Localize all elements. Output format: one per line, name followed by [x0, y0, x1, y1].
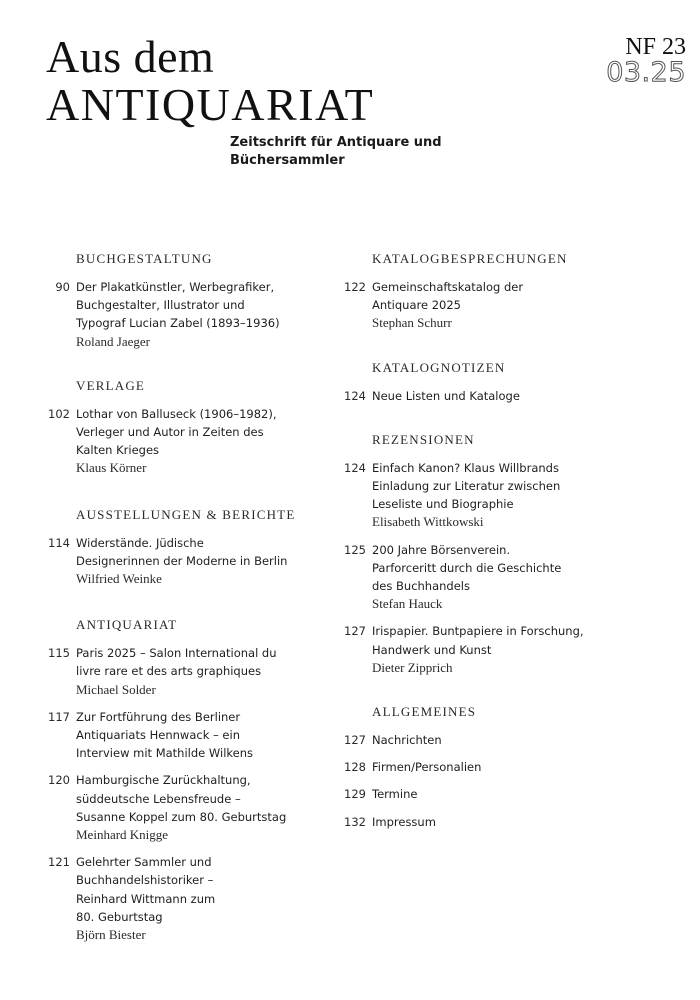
- contents-entry[interactable]: [326, 731, 616, 749]
- entry-page-number: 124: [344, 460, 366, 475]
- entry-author: Michael Solder: [76, 681, 156, 697]
- section-heading: BUCHGESTALTUNG: [76, 251, 213, 266]
- entry-title: Neue Listen und Kataloge: [372, 388, 520, 403]
- entry-title: Nachrichten: [372, 733, 442, 748]
- contents-section: [326, 250, 616, 333]
- entry-title: Einfach Kanon? Klaus Willbrands Einladung zur Literatur zwischen Leseliste und Biographie: [372, 460, 561, 512]
- section-heading: REZENSIONEN: [372, 431, 475, 447]
- contents-section: [326, 703, 616, 831]
- entry-author: Dieter Zipprich: [372, 659, 453, 675]
- entry-author: Wilfried Weinke: [76, 571, 162, 587]
- entry-title: Irispapier. Buntpapiere in Forschung, Handwerk und Kunst: [372, 624, 584, 657]
- contents-entry[interactable]: [326, 387, 616, 405]
- entry-page-number: 124: [344, 388, 366, 403]
- entry-author: Stephan Schurr: [372, 315, 452, 331]
- entry-title: Termine: [372, 787, 418, 802]
- masthead-title-line2: ANTIQUARIAT: [46, 79, 375, 130]
- entry-author: Stefan Hauck: [372, 596, 443, 612]
- contents-section: [30, 616, 330, 944]
- contents-entry[interactable]: [326, 758, 616, 776]
- entry-title: 200 Jahre Börsenverein. Parforceritt durch die Geschichte des Buchhandels: [372, 542, 562, 594]
- entry-page-number: 132: [344, 814, 366, 829]
- contents-entry[interactable]: [30, 405, 330, 478]
- contents-entry[interactable]: [326, 278, 616, 333]
- contents-entry[interactable]: [30, 278, 330, 351]
- contents-entry[interactable]: [326, 541, 616, 614]
- contents-entry[interactable]: [326, 813, 616, 831]
- entry-title: Hamburgische Zurückhaltung, süddeutsche Lebensfreude – Susanne Koppel zum 80. Geburtstag: [76, 773, 287, 824]
- entry-author: Klaus Körner: [76, 460, 147, 476]
- entry-page-number: 102: [48, 406, 70, 421]
- contents-section: [30, 506, 330, 589]
- entry-title: Widerstände. Jüdische Designerinnen der Moderne in Berlin: [76, 535, 288, 568]
- contents-entry[interactable]: [326, 459, 616, 532]
- entry-author: Meinhard Knigge: [76, 827, 169, 843]
- section-heading: ANTIQUARIAT: [76, 617, 178, 633]
- section-heading: VERLAGE: [76, 377, 146, 393]
- section-heading: ALLGEMEINES: [372, 704, 477, 720]
- entry-author: Roland Jaeger: [76, 333, 151, 349]
- contents-entry[interactable]: [30, 644, 330, 699]
- masthead-title-line1: Aus dem: [46, 31, 215, 82]
- entry-title: Zur Fortführung des Berliner Antiquariats Hennwack – ein Interview mit Mathilde Wilkens: [76, 709, 253, 761]
- entry-title: Impressum: [372, 814, 436, 829]
- entry-title: Gemeinschaftskatalog der Antiquare 2025: [372, 280, 524, 313]
- section-heading: KATALOGNOTIZEN: [372, 359, 506, 375]
- contents-section: [30, 377, 330, 478]
- entry-title: Gelehrter Sammler und Buchhandelshistoriker – Reinhard Wittmann zum 80. Geburtstag: [76, 855, 216, 924]
- contents-section: [30, 250, 330, 351]
- issue-series: NF 23: [625, 34, 686, 60]
- entry-page-number: 120: [48, 773, 70, 788]
- contents-entry[interactable]: [30, 534, 330, 589]
- entry-page-number: 117: [48, 709, 70, 724]
- entry-page-number: 115: [48, 646, 70, 661]
- masthead-subtitle: Zeitschrift für Antiquare und Büchersammler: [230, 135, 442, 168]
- entry-page-number: 121: [48, 855, 70, 870]
- entry-title: Paris 2025 – Salon International du livre rare et des arts graphiques: [76, 646, 277, 679]
- section-heading: AUSSTELLUNGEN & BERICHTE: [76, 506, 296, 522]
- entry-page-number: 90: [55, 280, 70, 294]
- entry-page-number: 125: [344, 542, 366, 557]
- section-heading: KATALOGBESPRECHUNGEN: [372, 251, 568, 266]
- entry-title: Firmen/Personalien: [372, 760, 482, 775]
- contents-entry[interactable]: [326, 622, 616, 677]
- contents-entry[interactable]: [30, 771, 330, 844]
- entry-page-number: 129: [344, 787, 366, 802]
- contents-entry[interactable]: [30, 708, 330, 763]
- entry-page-number: 127: [344, 624, 366, 639]
- entry-author: Björn Biester: [76, 927, 146, 943]
- contents-entry[interactable]: [326, 785, 616, 803]
- entry-title: Lothar von Balluseck (1906–1982), Verleger und Autor in Zeiten des Kalten Krieges: [76, 406, 277, 458]
- entry-page-number: 127: [344, 733, 366, 748]
- contents-section: [326, 431, 616, 677]
- entry-page-number: 114: [48, 535, 70, 550]
- contents-left-column: [30, 250, 330, 944]
- contents-section: [326, 359, 616, 405]
- entry-author: Elisabeth Wittkowski: [372, 514, 484, 530]
- entry-page-number: 128: [344, 760, 366, 775]
- contents-right-column: [326, 250, 616, 831]
- contents-entry[interactable]: [30, 853, 330, 944]
- issue-date: 03.25: [606, 57, 686, 88]
- entry-page-number: 122: [344, 280, 366, 294]
- entry-title: Der Plakatkünstler, Werbegrafiker, Buchgestalter, Illustrator und Typograf Lucian Zabel (1893–1936): [76, 280, 280, 331]
